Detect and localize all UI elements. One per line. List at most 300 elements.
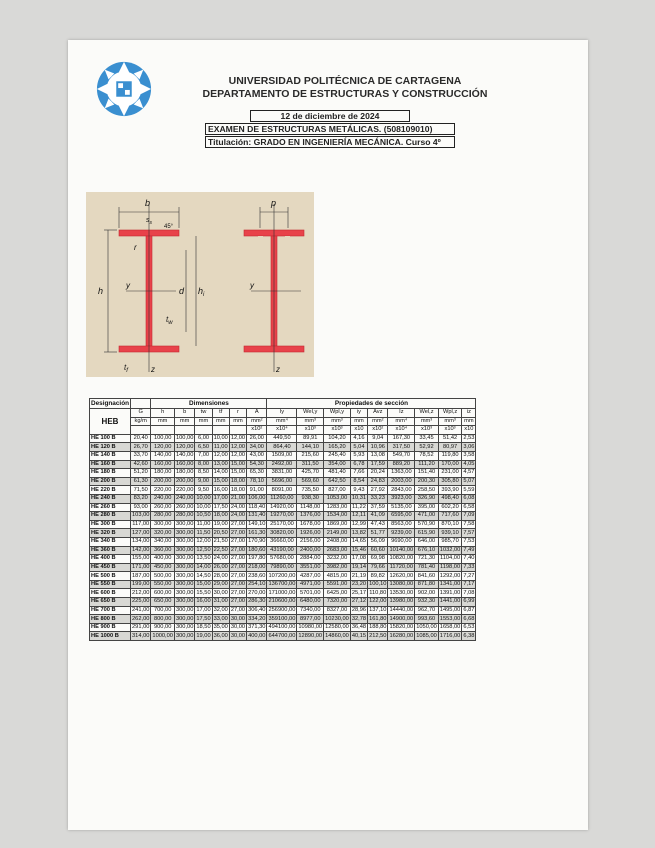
table-cell: 1148,00 bbox=[297, 503, 324, 512]
table-cell: 6,99 bbox=[463, 598, 475, 605]
table-cell: 171,00 bbox=[132, 563, 150, 570]
table-cell: 8,00 bbox=[195, 460, 212, 469]
department-name: DEPARTAMENTO DE ESTRUCTURAS Y CONSTRUCCIÓN bbox=[202, 88, 488, 100]
table-cell: 6,53 bbox=[463, 624, 475, 631]
table-cell: 220,00 bbox=[175, 486, 194, 493]
table-cell: 7,27 bbox=[463, 572, 475, 579]
table-cell: 15,46 bbox=[351, 546, 367, 553]
table-cell: 500,00 bbox=[151, 572, 175, 581]
table-cell: 254,10 bbox=[248, 581, 266, 588]
table-cell: 2400,00 bbox=[297, 546, 324, 555]
table-cell: 27,92 bbox=[368, 486, 388, 495]
profile-name: HE 280 B bbox=[90, 512, 131, 521]
table-cell: 260,00 bbox=[175, 503, 194, 510]
table-cell: 26,00 bbox=[247, 434, 267, 443]
table-cell: 7,33 bbox=[463, 563, 475, 570]
table-cell: 425,70 bbox=[297, 469, 324, 478]
table-cell: 155,00 bbox=[132, 555, 150, 562]
column-unit: mm³ bbox=[324, 417, 351, 426]
label-hi: $h_i$ bbox=[198, 286, 205, 298]
table-cell: 1658,00 bbox=[439, 624, 461, 631]
table-cell: 258,50 bbox=[415, 486, 439, 495]
label-r: r bbox=[134, 243, 137, 252]
table-cell: 57680,00 bbox=[267, 555, 297, 564]
profile-name: HE 160 B bbox=[90, 460, 131, 469]
table-row bbox=[90, 469, 476, 478]
table-cell: 449,50 bbox=[267, 434, 297, 443]
table-cell: 225,00 bbox=[132, 598, 150, 605]
table-cell: 12,00 bbox=[213, 452, 228, 459]
table-cell: 69,98 bbox=[368, 555, 388, 564]
table-cell: 1283,00 bbox=[324, 503, 351, 512]
column-symbol: iz bbox=[462, 409, 476, 418]
table-cell: 15,00 bbox=[213, 478, 228, 485]
profile-name: HE 700 B bbox=[90, 606, 131, 615]
table-cell: 1198,00 bbox=[439, 563, 461, 570]
table-cell: 18,00 bbox=[230, 478, 246, 485]
table-cell: 19270,00 bbox=[267, 512, 297, 521]
profile-name: HE 900 B bbox=[90, 623, 131, 632]
table-cell: 5696,00 bbox=[267, 477, 297, 486]
group-g-blank bbox=[131, 399, 151, 409]
table-cell: 494100,00 bbox=[268, 624, 296, 631]
table-cell: 1678,00 bbox=[297, 520, 324, 529]
table-cell: 721,30 bbox=[415, 555, 439, 564]
table-cell: 498,40 bbox=[438, 494, 462, 503]
table-cell: 9,00 bbox=[195, 477, 212, 486]
table-cell: 187,00 bbox=[132, 572, 150, 579]
column-unit: kg/m bbox=[131, 417, 151, 426]
table-cell: 300,00 bbox=[175, 555, 194, 562]
table-cell: 103,00 bbox=[132, 512, 150, 519]
table-cell: 1053,00 bbox=[324, 494, 351, 503]
table-cell: 43,00 bbox=[247, 451, 267, 460]
table-cell: 13,08 bbox=[368, 451, 388, 460]
column-unit: mm bbox=[350, 417, 367, 426]
label-p: p bbox=[271, 198, 277, 208]
table-cell: 11,00 bbox=[196, 521, 211, 528]
table-cell: 28,96 bbox=[351, 606, 367, 613]
table-cell: 140,00 bbox=[175, 452, 194, 459]
table-cell: 19,14 bbox=[351, 563, 367, 570]
column-factor: x10³ bbox=[438, 426, 462, 435]
table-cell: 79,66 bbox=[368, 563, 388, 572]
table-cell: 5701,00 bbox=[297, 589, 324, 598]
table-cell: 15,00 bbox=[196, 581, 211, 588]
table-cell: 354,00 bbox=[324, 460, 351, 469]
table-cell: 167,30 bbox=[388, 434, 415, 443]
table-row bbox=[90, 460, 476, 469]
table-cell: 118,40 bbox=[248, 503, 266, 510]
table-cell: 1869,00 bbox=[324, 520, 351, 529]
group-header-row bbox=[90, 399, 476, 409]
table-cell: 300,00 bbox=[175, 572, 194, 579]
table-cell: 27,00 bbox=[230, 606, 246, 613]
profile-name: HE 550 B bbox=[90, 580, 131, 589]
table-cell: 240,00 bbox=[151, 494, 175, 503]
table-cell: 32,78 bbox=[351, 615, 367, 622]
table-cell: 5,04 bbox=[350, 443, 367, 452]
table-cell: 16,00 bbox=[196, 598, 211, 605]
table-cell: 104,20 bbox=[324, 434, 351, 443]
column-symbol: Wel,z bbox=[415, 409, 439, 418]
table-cell: 136700,00 bbox=[268, 581, 296, 588]
table-cell: 7,40 bbox=[463, 555, 475, 562]
table-cell: 1376,00 bbox=[297, 512, 324, 521]
profile-name: HE 1000 B bbox=[90, 632, 131, 641]
table-cell: 27,00 bbox=[230, 581, 246, 588]
label-h: h bbox=[98, 286, 104, 296]
table-cell: 864,40 bbox=[267, 443, 297, 452]
table-cell: 2,53 bbox=[463, 435, 475, 442]
table-cell: 41,09 bbox=[368, 512, 388, 521]
table-cell: 5591,00 bbox=[324, 580, 351, 589]
table-cell: 231,00 bbox=[438, 469, 462, 478]
table-cell: 3551,00 bbox=[297, 563, 324, 572]
profile-name: HE 360 B bbox=[90, 546, 131, 555]
profile-name: HE 320 B bbox=[90, 529, 131, 538]
column-factor bbox=[195, 426, 212, 435]
table-cell: 300,00 bbox=[175, 589, 194, 596]
university-name: UNIVERSIDAD POLITÉCNICA DE CARTAGENA bbox=[228, 75, 462, 87]
table-cell: 215,60 bbox=[297, 451, 324, 460]
table-cell: 7,57 bbox=[463, 529, 475, 536]
table-cell: 149,10 bbox=[248, 521, 266, 528]
table-cell: 245,40 bbox=[324, 451, 351, 460]
column-symbol: iy bbox=[350, 409, 367, 418]
heb-label: HEB bbox=[90, 409, 131, 435]
unit-row bbox=[90, 417, 476, 426]
university-logo bbox=[95, 60, 153, 118]
table-cell: 26,00 bbox=[213, 563, 228, 570]
table-cell: 291,00 bbox=[132, 624, 150, 631]
table-cell: 200,00 bbox=[175, 478, 194, 485]
label-y: y bbox=[126, 281, 130, 290]
table-cell: 993,60 bbox=[415, 615, 439, 624]
table-cell: 24,00 bbox=[230, 512, 246, 519]
table-cell: 1553,00 bbox=[439, 615, 461, 622]
table-row bbox=[90, 572, 476, 581]
table-row bbox=[90, 623, 476, 632]
table-cell: 9239,00 bbox=[388, 529, 415, 538]
column-unit: mm³ bbox=[415, 417, 439, 426]
table-cell: 371,30 bbox=[248, 624, 266, 631]
table-row bbox=[90, 494, 476, 503]
table-cell: 7,66 bbox=[350, 469, 367, 478]
table-cell: 11260,00 bbox=[267, 494, 297, 503]
table-cell: 212,50 bbox=[369, 632, 387, 639]
table-cell: 93,00 bbox=[131, 503, 151, 512]
label-z: z bbox=[151, 365, 155, 374]
table-cell: 16280,00 bbox=[389, 632, 414, 639]
label-ss: $s_s$ bbox=[146, 217, 152, 226]
table-cell: 240,00 bbox=[175, 495, 194, 502]
table-cell: 4,05 bbox=[463, 460, 475, 467]
table-cell: 280,00 bbox=[175, 512, 194, 519]
table-cell: 13530,00 bbox=[389, 589, 414, 596]
table-cell: 300,00 bbox=[175, 632, 194, 639]
table-cell: 256900,00 bbox=[268, 606, 296, 613]
table-cell: 16,00 bbox=[213, 486, 228, 493]
table-cell: 200,00 bbox=[151, 477, 175, 486]
table-cell: 30,00 bbox=[230, 632, 246, 639]
table-cell: 12,11 bbox=[352, 512, 366, 519]
table-cell: 602,20 bbox=[438, 503, 462, 512]
table-cell: 1391,00 bbox=[439, 589, 461, 596]
table-cell: 36,00 bbox=[213, 632, 228, 639]
table-cell: 642,50 bbox=[324, 477, 351, 486]
table-cell: 270,00 bbox=[248, 589, 266, 596]
table-cell: 15,00 bbox=[230, 469, 246, 476]
table-cell: 140,00 bbox=[151, 451, 175, 460]
table-cell: 17,59 bbox=[368, 460, 388, 469]
table-cell: 165,20 bbox=[324, 443, 351, 452]
table-cell: 14860,00 bbox=[325, 632, 349, 639]
table-cell: 23,20 bbox=[351, 581, 367, 588]
table-cell: 300,00 bbox=[175, 615, 194, 622]
table-cell: 27,00 bbox=[230, 538, 246, 545]
table-cell: 188,80 bbox=[369, 624, 387, 631]
institution-heading bbox=[180, 75, 510, 101]
table-cell: 5,07 bbox=[463, 478, 475, 485]
table-cell: 6480,00 bbox=[297, 598, 324, 607]
table-cell: 12580,00 bbox=[325, 624, 349, 631]
table-cell: 34,00 bbox=[247, 443, 267, 452]
table-cell: 24,00 bbox=[230, 503, 246, 510]
table-cell: 6,08 bbox=[463, 495, 475, 502]
table-cell: 676,10 bbox=[415, 546, 439, 555]
column-factor: x10² bbox=[247, 426, 267, 435]
column-factor bbox=[212, 426, 229, 435]
table-cell: 900,00 bbox=[151, 623, 175, 632]
column-factor: x10³ bbox=[415, 426, 439, 435]
table-cell: 735,50 bbox=[297, 486, 324, 495]
group-properties: Propiedades de sección bbox=[267, 399, 476, 409]
profile-name: HE 180 B bbox=[90, 469, 131, 478]
table-cell: 10,00 bbox=[196, 495, 211, 502]
table-cell: 450,00 bbox=[151, 563, 175, 572]
table-cell: 127,00 bbox=[132, 529, 150, 536]
table-cell: 10980,00 bbox=[298, 624, 323, 631]
table-cell: 27,00 bbox=[230, 546, 246, 553]
table-cell: 13,00 bbox=[213, 460, 228, 467]
table-cell: 6,87 bbox=[463, 606, 475, 613]
table-cell: 262,00 bbox=[132, 615, 150, 622]
column-unit: mm bbox=[174, 417, 194, 426]
table-row bbox=[90, 443, 476, 452]
table-cell: 5,93 bbox=[350, 451, 367, 460]
column-symbol: Avz bbox=[368, 409, 388, 418]
table-cell: 51,42 bbox=[438, 434, 462, 443]
table-cell: 17,50 bbox=[196, 615, 211, 622]
table-cell: 24,00 bbox=[213, 555, 228, 562]
table-cell: 2492,00 bbox=[267, 460, 297, 469]
table-cell: 300,00 bbox=[175, 529, 194, 536]
column-symbol: tf bbox=[212, 409, 229, 418]
exam-title: EXAMEN DE ESTRUCTURAS METÁLICAS. (508109010) bbox=[205, 123, 455, 135]
table-cell: 78,10 bbox=[247, 477, 267, 486]
table-cell: 27,12 bbox=[351, 598, 367, 605]
table-cell: 14,65 bbox=[351, 538, 367, 545]
table-cell: 14920,00 bbox=[267, 503, 297, 512]
table-cell: 29,00 bbox=[213, 581, 228, 588]
table-cell: 2843,00 bbox=[388, 486, 415, 495]
table-cell: 320,00 bbox=[151, 529, 175, 538]
table-cell: 870,10 bbox=[438, 520, 462, 529]
table-cell: 2156,00 bbox=[297, 537, 324, 546]
table-cell: 32,00 bbox=[213, 606, 228, 613]
table-cell: 6,38 bbox=[463, 632, 475, 639]
table-cell: 306,40 bbox=[248, 606, 266, 613]
column-unit: mm bbox=[212, 417, 229, 426]
table-cell: 36,48 bbox=[351, 624, 367, 631]
table-cell: 13080,00 bbox=[389, 581, 414, 588]
table-cell: 9,04 bbox=[368, 434, 388, 443]
profile-name: HE 340 B bbox=[90, 537, 131, 546]
table-cell: 89,91 bbox=[297, 434, 324, 443]
table-cell: 33,00 bbox=[213, 615, 228, 622]
table-cell: 3,58 bbox=[463, 452, 475, 459]
column-unit: mm bbox=[195, 417, 212, 426]
table-cell: 13,82 bbox=[351, 529, 367, 536]
table-cell: 100,10 bbox=[369, 581, 387, 588]
table-cell: 27,00 bbox=[230, 521, 246, 528]
profile-name: HE 140 B bbox=[90, 451, 131, 460]
table-row bbox=[90, 615, 476, 624]
column-symbol: Wpl,y bbox=[324, 409, 351, 418]
table-cell: 550,00 bbox=[151, 580, 175, 589]
table-cell: 962,70 bbox=[415, 606, 439, 615]
table-cell: 160,00 bbox=[175, 460, 194, 467]
table-cell: 197,80 bbox=[248, 555, 266, 562]
table-cell: 11,50 bbox=[196, 529, 211, 536]
table-cell: 1926,00 bbox=[297, 529, 324, 538]
table-cell: 1104,00 bbox=[439, 555, 461, 562]
column-unit: mm⁴ bbox=[388, 417, 415, 426]
table-cell: 871,80 bbox=[415, 580, 439, 589]
table-cell: 21,19 bbox=[351, 572, 367, 579]
table-cell: 107200,00 bbox=[268, 572, 296, 579]
table-cell: 314,00 bbox=[132, 632, 150, 639]
table-cell: 305,80 bbox=[438, 477, 462, 486]
table-cell: 19,00 bbox=[213, 521, 228, 528]
profile-name: HE 450 B bbox=[90, 563, 131, 572]
table-row bbox=[90, 529, 476, 538]
table-cell: 400,00 bbox=[151, 555, 175, 564]
table-cell: 25,17 bbox=[351, 589, 367, 596]
table-cell: 117,00 bbox=[132, 521, 150, 528]
table-cell: 7,08 bbox=[463, 589, 475, 596]
table-cell: 134,00 bbox=[132, 538, 150, 545]
table-cell: 78,52 bbox=[415, 451, 439, 460]
table-cell: 360,00 bbox=[151, 546, 175, 555]
table-cell: 161,80 bbox=[369, 615, 387, 622]
table-cell: 18,00 bbox=[213, 512, 228, 519]
column-unit: mm³ bbox=[297, 417, 324, 426]
table-cell: 27,00 bbox=[230, 589, 246, 596]
table-cell: 8977,00 bbox=[297, 615, 324, 624]
table-cell: 20,50 bbox=[213, 529, 228, 536]
table-cell: 30,00 bbox=[230, 615, 246, 622]
table-cell: 717,60 bbox=[438, 512, 462, 521]
table-cell: 841,60 bbox=[415, 572, 439, 581]
table-cell: 4815,00 bbox=[324, 572, 351, 581]
table-cell: 10,00 bbox=[196, 503, 211, 510]
table-cell: 9690,00 bbox=[388, 537, 415, 546]
table-cell: 8327,00 bbox=[324, 606, 351, 615]
table-cell: 1363,00 bbox=[388, 469, 415, 478]
table-cell: 89,82 bbox=[368, 572, 388, 581]
table-cell: 4287,00 bbox=[297, 572, 324, 581]
table-cell: 54,30 bbox=[247, 460, 267, 469]
table-cell: 300,00 bbox=[175, 606, 194, 613]
table-cell: 6,68 bbox=[463, 615, 475, 622]
table-cell: 19,00 bbox=[196, 632, 211, 639]
table-cell: 21,00 bbox=[230, 495, 246, 502]
table-cell: 1534,00 bbox=[324, 512, 351, 521]
table-cell: 36660,00 bbox=[267, 537, 297, 546]
table-cell: 26,70 bbox=[131, 443, 151, 452]
table-cell: 100,00 bbox=[151, 434, 175, 443]
table-cell: 932,30 bbox=[415, 598, 439, 607]
table-cell: 27,00 bbox=[230, 555, 246, 562]
table-cell: 300,00 bbox=[175, 521, 194, 528]
table-cell: 1050,00 bbox=[416, 624, 437, 631]
table-cell: 13,50 bbox=[196, 555, 211, 562]
table-cell: 8,50 bbox=[195, 469, 212, 478]
table-cell: 10820,00 bbox=[389, 555, 414, 562]
table-cell: 91,00 bbox=[247, 486, 267, 495]
table-cell: 300,00 bbox=[175, 581, 194, 588]
table-cell: 6,50 bbox=[195, 443, 212, 452]
table-cell: 3923,00 bbox=[388, 494, 415, 503]
table-cell: 52,92 bbox=[415, 443, 439, 452]
table-row bbox=[90, 580, 476, 589]
table-cell: 10230,00 bbox=[325, 615, 349, 622]
table-cell: 22,50 bbox=[213, 546, 228, 553]
table-cell: 180,60 bbox=[248, 546, 266, 553]
table-cell: 31,00 bbox=[213, 598, 228, 605]
table-cell: 2149,00 bbox=[324, 529, 351, 538]
table-cell: 14,50 bbox=[196, 572, 211, 579]
table-cell: 20,24 bbox=[368, 469, 388, 478]
table-cell: 8563,00 bbox=[388, 520, 415, 529]
table-cell: 471,00 bbox=[415, 512, 439, 521]
column-factor: x10³ bbox=[324, 426, 351, 435]
column-unit: mm bbox=[462, 417, 476, 426]
table-cell: 30,00 bbox=[230, 624, 246, 631]
table-cell: 260,00 bbox=[151, 503, 175, 512]
label-z2: z bbox=[276, 365, 280, 374]
table-cell: 137,10 bbox=[369, 606, 387, 613]
table-cell: 8091,00 bbox=[267, 486, 297, 495]
exam-info bbox=[205, 110, 455, 149]
table-cell: 781,40 bbox=[415, 563, 439, 572]
table-cell: 2884,00 bbox=[297, 555, 324, 564]
table-cell: 218,00 bbox=[248, 563, 266, 570]
table-cell: 18,00 bbox=[230, 486, 246, 493]
table-cell: 212,00 bbox=[132, 589, 150, 596]
heb-section-diagram bbox=[86, 192, 314, 377]
profile-name: HE 260 B bbox=[90, 503, 131, 512]
table-row bbox=[90, 546, 476, 555]
table-cell: 12,50 bbox=[196, 546, 211, 553]
table-cell: 151,40 bbox=[415, 469, 439, 478]
label-y2: y bbox=[250, 281, 254, 290]
table-cell: 7,49 bbox=[463, 546, 475, 553]
column-factor bbox=[131, 426, 151, 435]
table-cell: 1341,00 bbox=[439, 581, 461, 588]
